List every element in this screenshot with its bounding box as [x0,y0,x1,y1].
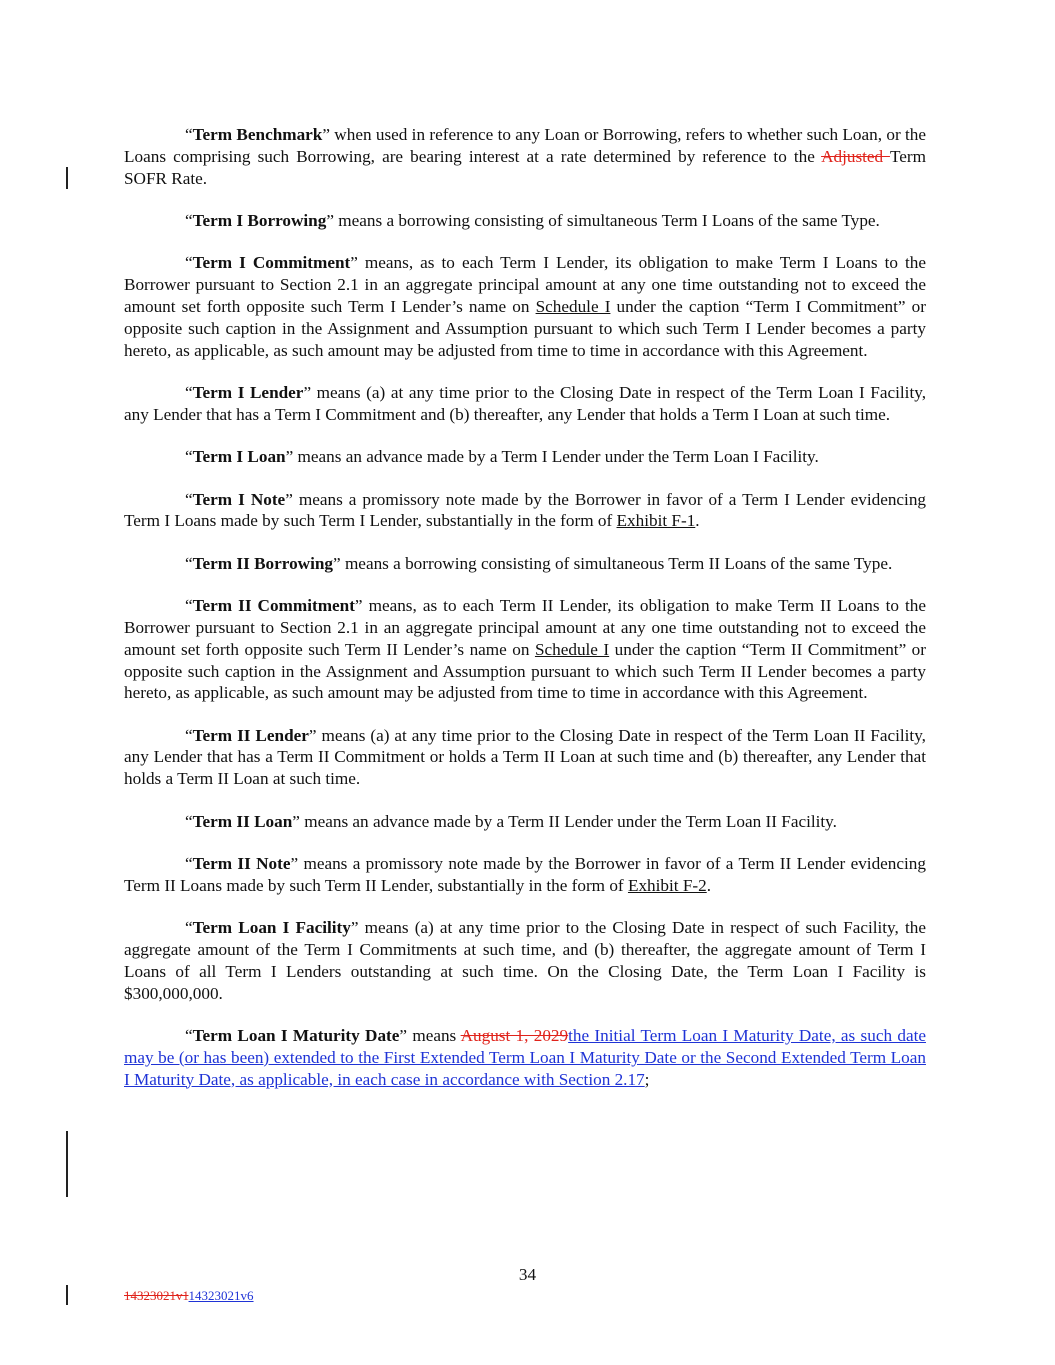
definition-term-ii-note: “Term II Note” means a promissory note made by the Borrower in favor of a Term II Lender evidencing Term II Loans made by such Term II Lender, substantially in the form of Exhibit F-2. [124,854,926,895]
defined-term: Term II Loan [192,811,293,831]
definition-term-ii-borrowing: “Term II Borrowing” means a borrowing consisting of simultaneous Term II Loans of the same Type. [185,553,893,573]
deleted-text: Adjusted [821,146,890,166]
defined-term: Term I Commitment [192,253,351,273]
definition-term-i-commitment: “Term I Commitment” means, as to each Term I Lender, its obligation to make Term I Loans to the Borrower pursuant to Section 2.1 in an aggregate principal amount at any one time outstanding not to exceed the amount set forth opposite such Term I Lender’s name on Schedule I under the caption “Term I Commitment” or opposite such caption in the Assignment and Assumption pursuant to which such Term I Lender becomes a party hereto, as applicable, as such amount may be adjusted from time to time in accordance with this Agreement. [124,253,926,360]
change-bar [66,167,68,189]
change-bar [66,1131,68,1197]
document-id [124,1288,254,1304]
page-number: 34 [518,1265,537,1284]
definition-term-i-lender: “Term I Lender” means (a) at any time prior to the Closing Date in respect of the Term Loan I Facility, any Lender that has a Term I Commitment and (b) thereafter, any Lender that holds a Term I Loan at such time. [124,382,926,424]
definition-term-i-note: “Term I Note” means a promissory note made by the Borrower in favor of a Term I Lender evidencing Term I Loans made by such Term I Lender, substantially in the form of Exhibit F-1. [124,489,927,531]
defined-term: Term I Borrowing [192,210,327,230]
definition-term-benchmark: “Term Benchmark” when used in reference to any Loan or Borrowing, refers to whether such Loan, or the Loans comprising such Borrowing, are bearing interest at a rate determined by reference to the Adjusted Term SOFR Rate. [124,125,926,188]
inserted-doc-id: 14323021v6 [188,1288,254,1303]
defined-term: Term II Borrowing [192,553,334,573]
definition-term-ii-commitment: “Term II Commitment” means, as to each Term II Lender, its obligation to make Term II Loans to the Borrower pursuant to Section 2.1 in an aggregate principal amount at any one time outstanding not to exceed the amount set forth opposite such Term II Lender’s name on Schedule I under the caption “Term II Commitment” or opposite such caption in the Assignment and Assumption pursuant to which such Term II Lender becomes a party hereto, as applicable, as such amount may be adjusted from time to time in accordance with this Agreement. [124,596,926,703]
deleted-text: August 1, 2029 [460,1026,569,1046]
defined-term: Term I Loan [192,447,286,467]
schedule-i-link[interactable]: Schedule I [535,296,611,316]
definition-term-i-loan: “Term I Loan” means an advance made by a Term I Lender under the Term Loan I Facility. [185,447,819,467]
schedule-i-link[interactable]: Schedule I [534,639,610,659]
exhibit-f1-link[interactable]: Exhibit F-1 [616,511,696,531]
defined-term: Term II Note [192,854,291,874]
defined-term: Term I Lender [192,382,304,402]
inserted-text: the Initial Term Loan I Maturity Date, as such date may be (or has been) extended to the First Extended Term Loan I Maturity Date or the Second Extended Term Loan I Maturity Date, as applicable, in each case in accordance with Section 2.17 [124,1026,926,1089]
defined-term: Term Loan I Facility [192,918,351,938]
definition-term-ii-lender: “Term II Lender” means (a) at any time prior to the Closing Date in respect of the Term Loan II Facility, any Lender that has a Term II Commitment or holds a Term II Loan at such time and (b) thereafter, any Lender that holds a Term II Loan at such time. [124,725,926,789]
defined-term: Term II Commitment [192,596,355,616]
defined-term: Term II Lender [192,725,309,745]
definition-term-loan-i-maturity-date: “Term Loan I Maturity Date” means August 1, 2029the Initial Term Loan I Maturity Date, as such date may be (or has been) extended to the First Extended Term Loan I Maturity Date or the Second Extended Term Loan I Maturity Date, as applicable, in each case in accordance with Section 2.17; [124,1026,926,1089]
change-bar [66,1285,68,1305]
defined-term: Term Loan I Maturity Date [192,1026,400,1046]
deleted-doc-id: 14323021v1 [124,1288,189,1303]
defined-term: Term Benchmark [192,125,323,144]
defined-term: Term I Note [192,489,286,509]
document-body [124,124,926,1111]
definition-term-ii-loan: “Term II Loan” means an advance made by a Term II Lender under the Term Loan II Facility. [185,811,837,831]
exhibit-f2-link[interactable]: Exhibit F-2 [627,875,707,895]
definition-term-loan-i-facility: “Term Loan I Facility” means (a) at any time prior to the Closing Date in respect of such Facility, the aggregate amount of the Term I Commitments at such time, and (b) thereafter, the aggregate amount of Term I Loans of all Term I Lenders outstanding at such time. On the Closing Date, the Term Loan I Facility is $300,000,000. [124,918,926,1003]
definition-term-i-borrowing: “Term I Borrowing” means a borrowing consisting of simultaneous Term I Loans of the same Type. [185,210,880,230]
